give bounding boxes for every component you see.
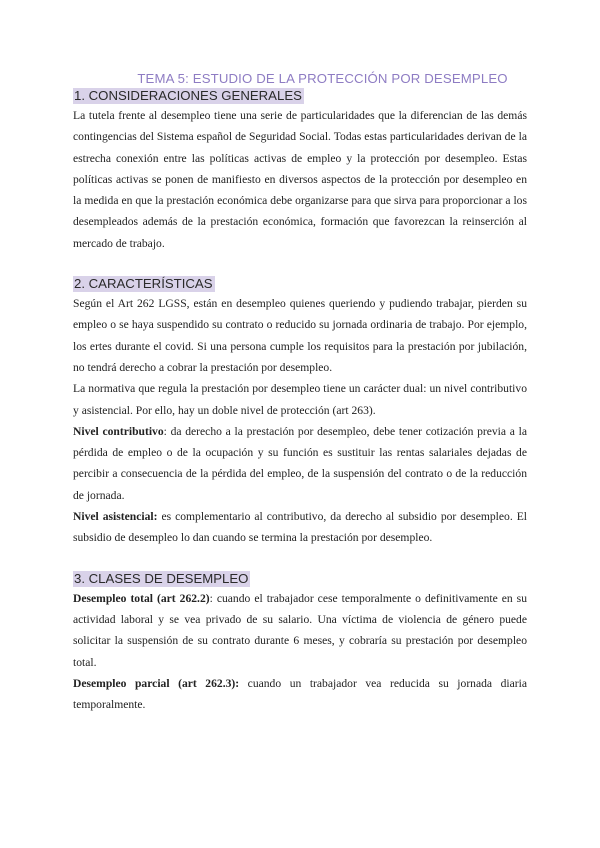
paragraph: Según el Art 262 LGSS, están en desempleo quienes queriendo y pudiendo trabajar, pierden su empleo o se haya suspendido su contrato o reducido su jornada ordinaria de trabajo. Por ejemplo, los ertes durante el covid. Si una persona cumple los requisitos para la prestación por jubilación, no tendrá derecho a cobrar la prestación por desempleo. bbox=[73, 297, 527, 374]
section-caracteristicas bbox=[73, 275, 527, 549]
section-heading: 2. CARACTERÍSTICAS bbox=[74, 276, 213, 292]
term-text: es complementario al contributivo, da derecho al subsidio por desempleo. El subsidio de desempleo lo dan cuando se termina la prestación por desempleo. bbox=[73, 510, 527, 545]
term-text: : da derecho a la prestación por desempleo, debe tener cotización previa a la pérdida de empleo o de la ocupación y su función es sustituir las rentas salariales dejadas de percibir a consecuencia de la pérdida del empleo, de la suspensión del contrato o de la reducción de jornada. bbox=[73, 424, 527, 502]
paragraph-desempleo-parcial bbox=[73, 673, 527, 716]
term-text: : cuando el trabajador cese temporalmente o definitivamente en su actividad laboral y se vea privado de su salario. Una víctima de violencia de género puede solicitar la suspensión de su contrato durante 6 meses, y cobraría su prestación por desempleo total. bbox=[73, 591, 527, 669]
section-consideraciones bbox=[73, 87, 527, 254]
section-heading: 3. CLASES DE DESEMPLEO bbox=[74, 570, 249, 586]
document-title: TEMA 5: ESTUDIO DE LA PROTECCIÓN POR DESEMPLEO bbox=[137, 71, 508, 86]
paragraph-nivel-asistencial bbox=[73, 506, 527, 549]
term-label: Desempleo total (art 262.2) bbox=[73, 591, 210, 605]
term-label: Nivel asistencial: bbox=[73, 510, 158, 524]
section-clases bbox=[73, 570, 527, 716]
paragraph-desempleo-total bbox=[73, 588, 527, 673]
term-label: Desempleo parcial (art 262.3): bbox=[73, 676, 240, 690]
term-text: cuando un trabajador vea reducida su jornada diaria temporalmente. bbox=[73, 676, 527, 712]
section-heading: 1. CONSIDERACIONES GENERALES bbox=[74, 88, 302, 103]
term-label: Nivel contributivo bbox=[73, 424, 164, 438]
paragraph-nivel-contributivo bbox=[73, 421, 527, 506]
paragraph: La normativa que regula la prestación por desempleo tiene un carácter dual: un nivel contributivo y asistencial. Por ello, hay un doble nivel de protección (art 263). bbox=[73, 382, 527, 417]
paragraph: La tutela frente al desempleo tiene una serie de particularidades que la diferencian de las demás contingencias del Sistema español de Seguridad Social. Todas estas particularidades derivan de la estrecha conexión entre las políticas activas de empleo y la protección por desempleo. Estas políticas activas se ponen de manifiesto en diversos aspectos de la protección por desempleo en la medida en que la prestación económica debe organizarse para que sirva para proporcionar a los desempleados además de la prestación económica, formación que favorezcan la reinserción al mercado de trabajo. bbox=[73, 109, 527, 250]
